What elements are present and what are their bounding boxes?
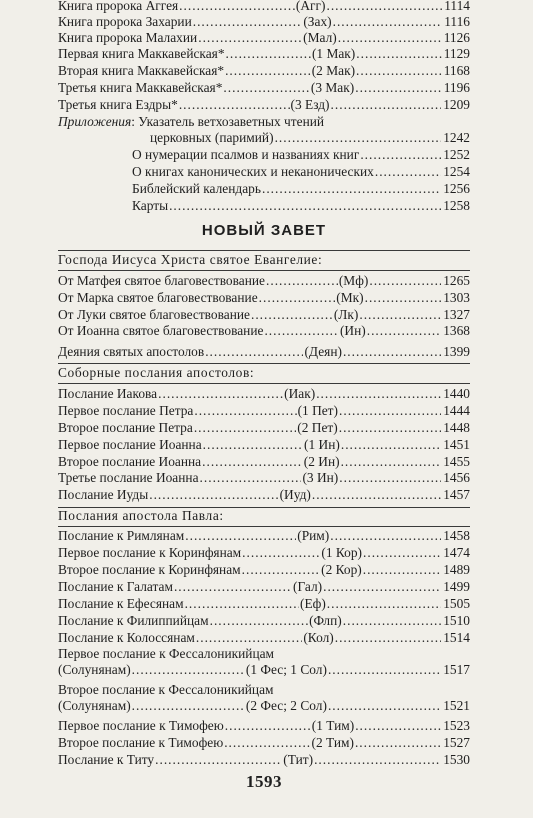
toc-entry: церковных (паримий) ..... 1242 <box>150 129 470 147</box>
toc-entry: (Солунянам) ..... (2 Фес; 2 Сол) ..... 1521 <box>58 697 470 715</box>
toc-entry: Книга пророка Аггея ..... (Агг) ..... 1114 <box>58 0 470 15</box>
toc-entry: Первое послание к Коринфянам ..... (1 Кор) ..... 1474 <box>58 544 470 562</box>
toc-entry: Третья книга Маккавейская* ..... (3 Мак) ..... 1196 <box>58 79 470 97</box>
toc-entry: О книгах канонических и неканонических ..... 1254 <box>132 163 470 181</box>
group-heading: Соборные послания апостолов: <box>58 365 255 380</box>
divider <box>58 363 470 364</box>
toc-entry: Третья книга Ездры* ..... (3 Езд) ..... 1209 <box>58 96 470 114</box>
toc-entry: Библейский календарь ..... 1256 <box>132 180 470 198</box>
toc-entry: Послание Иуды ..... (Иуд) ..... 1457 <box>58 486 470 504</box>
toc-entry: Послание к Филиппийцам ..... (Флп) ..... 1510 <box>58 612 470 630</box>
toc-entry: Книга пророка Малахии ..... (Мал) ..... 1126 <box>58 29 470 47</box>
section-heading: НОВЫЙ ЗАВЕТ <box>201 222 327 239</box>
toc-entry-line1: Второе послание к Фессалоникийцам <box>58 682 274 697</box>
divider <box>58 270 470 271</box>
toc-entry: Послание к Колоссянам ..... (Кол) ..... 1514 <box>58 629 470 647</box>
divider <box>58 250 470 251</box>
toc-entry: Первое послание Петра ..... (1 Пет) ..... 1444 <box>58 402 470 420</box>
toc-entry: Карты ..... 1258 <box>132 197 470 215</box>
toc-entry: Книга пророка Захарии ..... (Зах) ..... 1116 <box>58 13 470 31</box>
toc-entry: Второе послание к Коринфянам ..... (2 Кор) ..... 1489 <box>58 561 470 579</box>
toc-entry: Второе послание Иоанна ..... (2 Ин) ..... 1455 <box>58 453 470 471</box>
toc-entry-line1: Первое послание к Фессалоникийцам <box>58 646 275 661</box>
toc-entry: Первое послание Иоанна ..... (1 Ин) ..... 1451 <box>58 436 470 454</box>
toc-entry: Послание к Римлянам ..... (Рим) ..... 1458 <box>58 527 470 545</box>
group-heading: Господа Иисуса Христа святое Евангелие: <box>58 252 323 267</box>
toc-entry: Третье послание Иоанна ..... (3 Ин) ..... 1456 <box>58 469 470 487</box>
appendix-first-title: : Указатель ветхозаветных чтений <box>131 114 325 129</box>
toc-entry: От Матфея святое благовествование ..... (Мф) ..... 1265 <box>58 272 470 290</box>
toc-entry: Послание к Ефесянам ..... (Еф) ..... 1505 <box>58 595 470 613</box>
divider <box>58 383 470 384</box>
toc-page <box>58 0 470 818</box>
toc-entry: Второе послание Петра ..... (2 Пет) ..... 1448 <box>58 419 470 437</box>
toc-entry: О нумерации псалмов и названиях книг ..... 1252 <box>132 146 470 164</box>
group-heading: Послания апостола Павла: <box>58 508 224 523</box>
toc-entry: Послание к Галатам ..... (Гал) ..... 1499 <box>58 578 470 596</box>
appendix-label: Приложения <box>58 114 132 129</box>
toc-entry: Второе послание к Тимофею ..... (2 Тим) ..... 1527 <box>58 734 470 752</box>
toc-entry: Первое послание к Тимофею ..... (1 Тим) ..... 1523 <box>58 717 470 735</box>
toc-entry: От Луки святое благовествование ..... (Лк) ..... 1327 <box>58 306 470 324</box>
toc-entry: Послание Иакова ..... (Иак) ..... 1440 <box>58 385 470 403</box>
toc-entry: Деяния святых апостолов ..... (Деян) ..... 1399 <box>58 343 470 361</box>
toc-entry: От Марка святое благовествование ..... (Мк) ..... 1303 <box>58 289 470 307</box>
toc-entry: Первая книга Маккавейская* ..... (1 Мак) ..... 1129 <box>58 45 470 63</box>
toc-entry: Послание к Титу ..... (Тит) ..... 1530 <box>58 751 470 769</box>
toc-entry: (Солунянам) ..... (1 Фес; 1 Сол) ..... 1517 <box>58 661 470 679</box>
page-number: 1593 <box>246 772 282 791</box>
toc-entry: От Иоанна святое благовествование ..... (Ин) ..... 1368 <box>58 322 470 340</box>
toc-entry: Вторая книга Маккавейская* ..... (2 Мак) ..... 1168 <box>58 62 470 80</box>
